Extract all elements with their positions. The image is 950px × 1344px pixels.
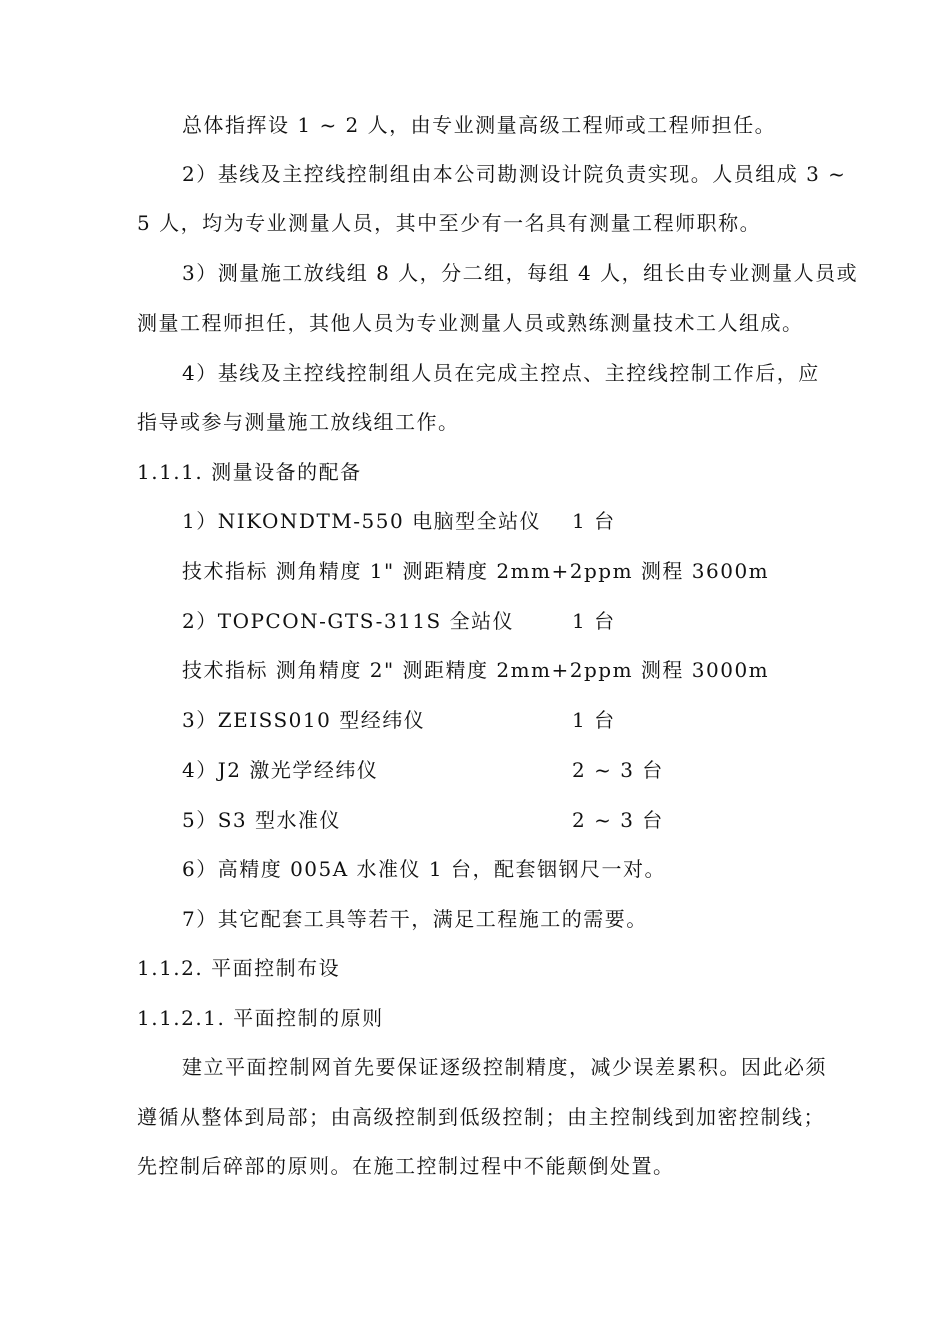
equipment-quantity: 1 台 — [572, 609, 616, 633]
paragraph-text: 2）基线及主控线控制组由本公司勘测设计院负责实现。人员组成 3 ~ — [182, 162, 847, 186]
equipment-name: 4）J2 激光学经纬仪 — [182, 758, 379, 782]
equipment-quantity: 2 ~ 3 台 — [572, 758, 664, 782]
paragraph-text: 遵循从整体到局部；由高级控制到低级控制；由主控制线到加密控制线； — [137, 1105, 825, 1129]
paragraph-text: 总体指挥设 1 ~ 2 人，由专业测量高级工程师或工程师担任。 — [182, 113, 777, 137]
equipment-quantity: 1 台 — [572, 509, 616, 533]
paragraph-text: 先控制后碎部的原则。在施工控制过程中不能颠倒处置。 — [137, 1154, 675, 1178]
paragraph-text: 5 人，均为专业测量人员，其中至少有一名具有测量工程师职称。 — [137, 211, 762, 235]
equipment-name: 5）S3 型水准仪 — [182, 808, 342, 832]
heading-text: 1.1.1. 测量设备的配备 — [137, 460, 362, 484]
equipment-name: 3）ZEISS010 型经纬仪 — [182, 708, 426, 732]
paragraph-text: 测量工程师担任，其他人员为专业测量人员或熟练测量技术工人组成。 — [137, 311, 804, 335]
equipment-text: 6）高精度 005A 水准仪 1 台，配套铟钢尺一对。 — [182, 857, 666, 881]
equipment-text: 7）其它配套工具等若干，满足工程施工的需要。 — [182, 907, 648, 931]
equipment-quantity: 2 ~ 3 台 — [572, 808, 664, 832]
spec-text: 技术指标 测角精度 2" 测距精度 2mm+2ppm 测程 3000m — [182, 658, 770, 682]
heading-text: 1.1.2. 平面控制布设 — [137, 956, 341, 980]
equipment-name: 2）TOPCON-GTS-311S 全站仪 — [182, 609, 515, 633]
paragraph-text: 3）测量施工放线组 8 人，分二组，每组 4 人，组长由专业测量人员或 — [182, 261, 859, 285]
paragraph-text: 指导或参与测量施工放线组工作。 — [137, 410, 460, 434]
paragraph-text: 4）基线及主控线控制组人员在完成主控点、主控线控制工作后，应 — [182, 361, 820, 385]
equipment-name: 1）NIKONDTM-550 电脑型全站仪 — [182, 509, 542, 533]
equipment-quantity: 1 台 — [572, 708, 616, 732]
paragraph-text: 建立平面控制网首先要保证逐级控制精度，减少误差累积。因此必须 — [182, 1055, 827, 1079]
heading-text: 1.1.2.1. 平面控制的原则 — [137, 1006, 384, 1030]
spec-text: 技术指标 测角精度 1" 测距精度 2mm+2ppm 测程 3600m — [182, 559, 770, 583]
